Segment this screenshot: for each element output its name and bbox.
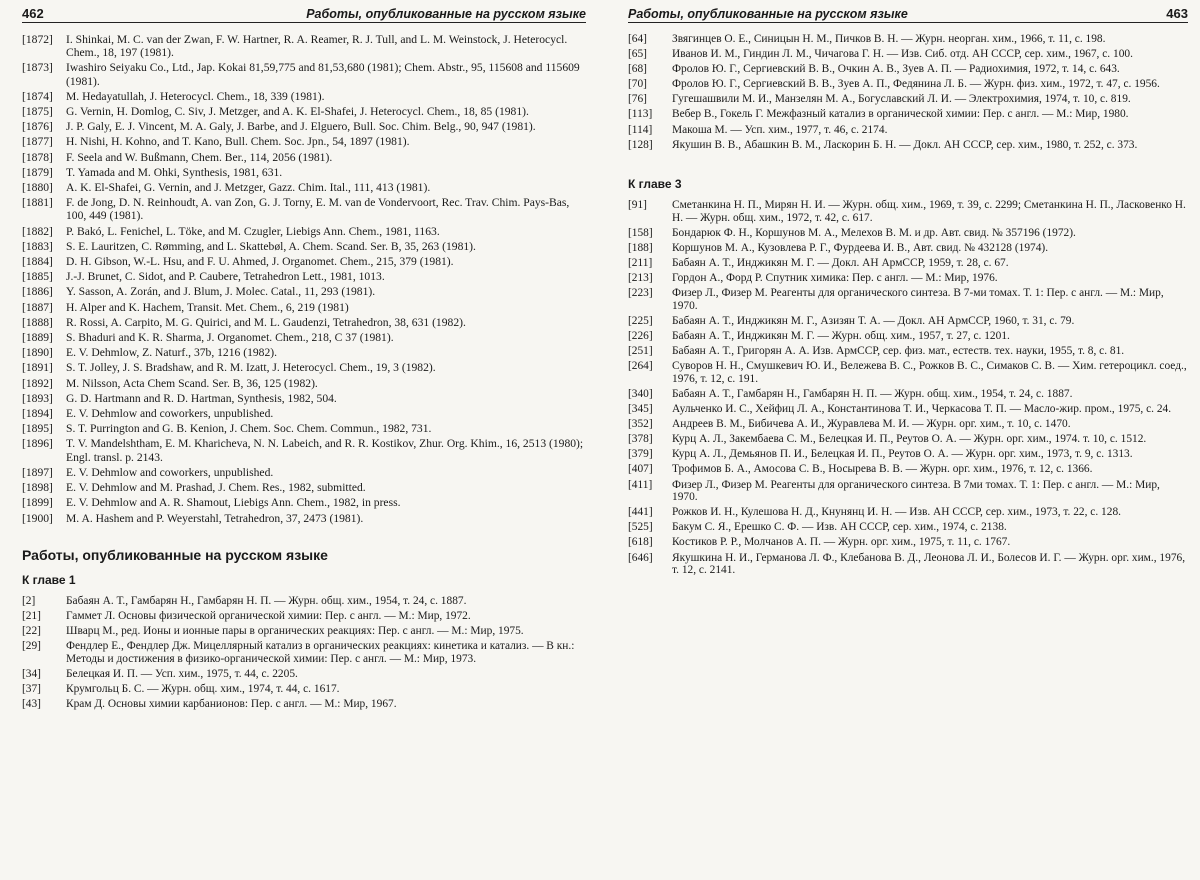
reference-text: Физер Л., Физер М. Реагенты для органического синтеза. В 7-ми томах. Т. 1: Пер. с англ. — М.: Мир, 1970. (672, 287, 1164, 312)
reference-list-russian (22, 595, 586, 711)
reference-text: G. Vernin, H. Domlog, C. Siv, J. Metzger, and A. K. El-Shafei, J. Heterocycl. Chem., 18, 85 (1981). (66, 105, 529, 119)
running-title: Работы, опубликованные на русском языке (306, 7, 586, 21)
reference-entry (22, 285, 586, 298)
reference-number: [22] (22, 624, 41, 637)
reference-entry (628, 63, 1188, 76)
reference-text: E. V. Dehmlow and M. Prashad, J. Chem. Res., 1982, submitted. (66, 481, 366, 495)
reference-entry (22, 166, 586, 179)
reference-text: Бабаян А. Т., Инджикян М. Г., Азизян Т. А. — Докл. АН АрмССР, 1960, т. 31, с. 79. (672, 315, 1075, 327)
reference-number: [1893] (22, 391, 53, 405)
reference-entry (628, 552, 1188, 577)
reference-text: Крам Д. Основы химии карбанионов: Пер. с англ. — М.: Мир, 1967. (66, 697, 397, 710)
reference-entry (22, 361, 586, 374)
reference-number: [618] (628, 536, 653, 549)
reference-number: [1884] (22, 255, 53, 269)
reference-list (22, 33, 586, 525)
reference-text: Бабаян А. Т., Инджикян М. Г. — Докл. АН АрмССР, 1959, т. 28, с. 67. (672, 257, 1009, 270)
reference-entry (628, 33, 1188, 46)
reference-text: Бакум С. Я., Ерешко С. Ф. — Изв. АН СССР, сер. хим., 1974, с. 2138. (672, 521, 1007, 534)
reference-text: I. Shinkai, M. C. van der Zwan, F. W. Hartner, R. A. Reamer, R. J. Tull, and L. M. Weinstock, J. Heterocycl. Chem., 18, 197 (1981). (66, 33, 568, 60)
reference-number: [225] (628, 315, 653, 327)
reference-number: [226] (628, 330, 653, 343)
reference-entry (22, 640, 586, 665)
reference-text: F. Seela and W. Bußmann, Chem. Ber., 114, 2056 (1981). (66, 150, 333, 164)
reference-entry (628, 78, 1188, 91)
reference-list-russian (628, 33, 1188, 151)
reference-number: [128] (628, 138, 653, 151)
reference-number: [340] (628, 387, 653, 400)
reference-entry (628, 479, 1188, 504)
reference-number: [70] (628, 78, 647, 91)
reference-number: [1882] (22, 224, 53, 238)
reference-text: T. Yamada and M. Ohki, Synthesis, 1981, 631. (66, 165, 283, 179)
reference-number: [76] (628, 93, 647, 106)
reference-number: [1875] (22, 105, 53, 119)
reference-entry (22, 407, 586, 420)
reference-number: [1872] (22, 33, 53, 46)
reference-entry (22, 196, 586, 222)
reference-text: Сметанкина Н. П., Мирян Н. И. — Журн. общ. хим., 1969, т. 39, с. 2299; Сметанкина Н. П., Ласковенко Н. Н. — Журн. общ. хим., 1972, т. 42, с. 617. (672, 199, 1186, 224)
reference-number: [1892] (22, 376, 53, 390)
reference-entry (22, 481, 586, 494)
reference-text: J. P. Galy, E. J. Vincent, M. A. Galy, J. Barbe, and J. Elguero, Bull. Soc. Chim. Belg., 90, 947 (1981). (66, 120, 536, 134)
reference-number: [213] (628, 272, 653, 285)
reference-entry (22, 466, 586, 479)
reference-number: [1899] (22, 496, 53, 510)
reference-text: Суворов Н. Н., Смушкевич Ю. И., Вележева В. С., Рожков В. С., Симаков С. В. — Хим. гетероцикл. соед., 1976, т. 12, с. 191. (672, 360, 1187, 385)
reference-text: T. V. Mandelshtham, E. M. Kharicheva, N. N. Labeich, and R. R. Kostikov, Zhur. Org. Khim., 16, 2513 (1980); Engl. transl. p. 2143. (66, 437, 584, 464)
reference-entry (22, 181, 586, 194)
reference-entry (22, 392, 586, 405)
reference-text: H. Nishi, H. Kohno, and T. Kano, Bull. Chem. Soc. Jpn., 54, 1897 (1981). (66, 135, 410, 149)
reference-entry (628, 108, 1188, 121)
reference-number: [264] (628, 360, 653, 373)
reference-list-russian (628, 199, 1188, 576)
reference-number: [1873] (22, 61, 53, 75)
reference-entry (628, 287, 1188, 312)
reference-number: [1898] (22, 481, 53, 495)
reference-text: Шварц М., ред. Ионы и ионные пары в органических реакциях: Пер. с англ. — М.: Мир, 1975. (66, 624, 524, 637)
chapter-title: К главе 1 (22, 572, 76, 587)
right-page (600, 0, 1200, 880)
reference-text: Бабаян А. Т., Гамбарян Н., Гамбарян Н. П. — Журн. общ. хим., 1954, т. 24, с. 1887. (66, 594, 467, 607)
running-head (22, 6, 586, 23)
reference-number: [1879] (22, 165, 53, 179)
reference-entry (22, 683, 586, 696)
reference-entry (628, 345, 1188, 358)
reference-entry (628, 48, 1188, 61)
reference-text: Бабаян А. Т., Григорян А. А. Изв. АрмССР, сер. физ. мат., естеств. тех. науки, 1955, т. 8, с. 81. (672, 345, 1125, 358)
reference-entry (22, 377, 586, 390)
reference-text: Курц А. Л., Демьянов П. И., Белецкая И. П., Реутов О. А. — Журн. орг. хим., 1973, т. 9, с. 1313. (672, 448, 1133, 461)
reference-entry (22, 316, 586, 329)
reference-number: [1894] (22, 407, 53, 421)
reference-text: J.-J. Brunet, C. Sidot, and P. Caubere, Tetrahedron Lett., 1981, 1013. (66, 270, 385, 284)
reference-text: E. V. Dehmlow and coworkers, unpublished. (66, 407, 274, 421)
reference-text: Аульченко И. С., Хейфиц Л. А., Константинова Т. И., Черкасова Т. П. — Масло-жир. пром., 1975, с. 24. (672, 403, 1172, 416)
reference-number: [251] (628, 345, 653, 358)
reference-number: [1881] (22, 196, 53, 210)
reference-number: [1877] (22, 135, 53, 149)
reference-entry (628, 388, 1188, 401)
reference-entry (22, 225, 586, 238)
reference-entry (628, 257, 1188, 270)
reference-text: H. Alper and K. Hachem, Transit. Met. Chem., 6, 219 (1981) (66, 300, 349, 314)
reference-entry (22, 61, 586, 87)
reference-text: Рожков И. Н., Кулешова Н. Д., Кнунянц И. Н. — Изв. АН СССР, сер. хим., 1973, т. 22, с. 128. (672, 506, 1121, 519)
reference-number: [525] (628, 521, 653, 534)
reference-number: [1895] (22, 422, 53, 436)
reference-number: [352] (628, 418, 653, 431)
reference-entry (22, 346, 586, 359)
reference-entry (22, 331, 586, 344)
reference-number: [441] (628, 506, 653, 519)
reference-entry (22, 255, 586, 268)
reference-number: [1897] (22, 465, 53, 479)
reference-text: Макоша М. — Усп. хим., 1977, т. 46, с. 2174. (672, 123, 888, 136)
reference-number: [34] (22, 667, 41, 680)
reference-text: Крумгольц Б. С. — Журн. общ. хим., 1974, т. 44, с. 1617. (66, 682, 340, 695)
reference-number: [1876] (22, 120, 53, 134)
reference-number: [68] (628, 63, 647, 76)
reference-text: Фролов Ю. Г., Сергиевский В. В., Очкин А. В., Зуев А. П. — Радиохимия, 1972, т. 14, с. 643. (672, 63, 1120, 76)
reference-text: D. H. Gibson, W.-L. Hsu, and F. U. Ahmed, J. Organomet. Chem., 215, 379 (1981). (66, 255, 454, 269)
reference-text: Звягинцев О. Е., Синицын Н. М., Пичков В. Н. — Журн. неорган. хим., 1966, т. 11, с. 198. (672, 33, 1106, 45)
reference-entry (628, 330, 1188, 343)
reference-entry (628, 506, 1188, 519)
chapter-title: К главе 3 (628, 177, 682, 192)
reference-text: S. T. Purrington and G. B. Kenion, J. Chem. Soc. Chem. Commun., 1982, 731. (66, 422, 432, 436)
reference-text: M. Nilsson, Acta Chem Scand. Ser. B, 36, 125 (1982). (66, 376, 318, 390)
reference-number: [1878] (22, 150, 53, 164)
reference-text: Бондарюк Ф. Н., Коршунов М. А., Мелехов В. М. и др. Авт. свид. № 357196 (1972). (672, 226, 1076, 239)
reference-entry (628, 536, 1188, 549)
reference-text: Гугешашвили М. И., Манзелян М. А., Богуславский Л. И. — Электрохимия, 1974, т. 10, с. 819. (672, 93, 1131, 106)
reference-number: [1900] (22, 511, 53, 525)
reference-entry (628, 448, 1188, 461)
running-title: Работы, опубликованные на русском языке (628, 7, 908, 21)
reference-entry (22, 610, 586, 623)
reference-text: Iwashiro Seiyaku Co., Ltd., Jap. Kokai 81,59,775 and 81,53,680 (1981); Chem. Abstr., 95, 115608 and 115609 (1981). (66, 61, 580, 88)
reference-number: [407] (628, 463, 653, 476)
reference-number: [114] (628, 123, 653, 136)
reference-number: [1896] (22, 437, 53, 451)
reference-number: [1880] (22, 181, 53, 195)
reference-entry (22, 135, 586, 148)
section-title: Работы, опубликованные на русском языке (22, 546, 328, 563)
reference-entry (22, 512, 586, 525)
reference-text: Трофимов Б. А., Амосова С. В., Носырева В. В. — Журн. орг. хим., 1976, т. 12, с. 1366. (672, 463, 1093, 476)
reference-text: Якушкина Н. И., Германова Л. Ф., Клебанова В. Д., Леонова Л. И., Болесов И. Г. — Журн. орг. хим., 1976, т. 12, с. 2141. (672, 551, 1186, 577)
reference-text: S. Bhaduri and K. R. Sharma, J. Organomet. Chem., 218, C 37 (1981). (66, 331, 394, 345)
reference-text: Якушин В. В., Абашкин В. М., Ласкорин Б. Н. — Докл. АН СССР, сер. хим., 1980, т. 252, с. 373. (672, 138, 1138, 151)
reference-number: [1889] (22, 331, 53, 345)
reference-entry (22, 437, 586, 463)
reference-number: [158] (628, 226, 653, 239)
reference-text: Курц А. Л., Закембаева С. М., Белецкая И. П., Реутов О. А. — Журн. орг. хим., 1974. т. 10, с. 1512. (672, 433, 1147, 446)
reference-text: Бабаян А. Т., Гамбарян Н., Гамбарян Н. П. — Журн. общ. хим., 1954, т. 24, с. 1887. (672, 387, 1073, 400)
reference-number: [1883] (22, 239, 53, 253)
reference-number: [43] (22, 697, 41, 710)
reference-number: [65] (628, 48, 647, 61)
reference-number: [91] (628, 199, 647, 212)
reference-text: Физер Л., Физер М. Реагенты для органического синтеза. В 7ми томах. Т. 1: Пер. с англ. — М.: Мир, 1970. (672, 478, 1160, 504)
reference-number: [29] (22, 639, 41, 652)
reference-text: Коршунов М. А., Кузовлева Р. Г., Фурдеева И. В., Авт. свид. № 432128 (1974). (672, 242, 1049, 255)
reference-text: Костиков Р. Р., Молчанов А. П. — Журн. орг. хим., 1975, т. 11, с. 1767. (672, 536, 1011, 549)
reference-entry (628, 199, 1188, 224)
reference-entry (628, 272, 1188, 285)
reference-number: [378] (628, 433, 653, 446)
reference-text: M. Hedayatullah, J. Heterocycl. Chem., 18, 339 (1981). (66, 89, 325, 103)
reference-number: [1891] (22, 361, 53, 375)
reference-number: [211] (628, 257, 653, 270)
reference-entry (628, 360, 1188, 385)
reference-entry (628, 124, 1188, 137)
reference-entry (628, 463, 1188, 476)
reference-number: [1888] (22, 315, 53, 329)
reference-text: E. V. Dehmlow, Z. Naturf., 37b, 1216 (1982). (66, 346, 278, 360)
reference-entry (628, 433, 1188, 446)
reference-text: G. D. Hartmann and R. D. Hartman, Synthesis, 1982, 504. (66, 391, 337, 405)
reference-entry (22, 270, 586, 283)
reference-entry (22, 625, 586, 638)
reference-number: [1887] (22, 300, 53, 314)
reference-number: [223] (628, 287, 653, 300)
reference-entry (22, 668, 586, 681)
reference-entry (22, 301, 586, 314)
reference-entry (628, 521, 1188, 534)
reference-number: [113] (628, 108, 653, 121)
reference-text: R. Rossi, A. Carpito, M. G. Quirici, and M. L. Gaudenzi, Tetrahedron, 38, 631 (1982). (66, 315, 466, 329)
reference-number: [379] (628, 448, 653, 461)
reference-text: E. V. Dehmlow and A. R. Shamout, Liebigs Ann. Chem., 1982, in press. (66, 496, 401, 510)
reference-number: [345] (628, 403, 653, 416)
reference-entry (22, 33, 586, 59)
reference-text: Иванов И. М., Гиндин Л. М., Чичагова Г. Н. — Изв. Сиб. отд. АН СССР, сер. хим., 1967, с. 100. (672, 48, 1133, 61)
reference-number: [188] (628, 242, 653, 255)
reference-text: Фролов Ю. Г., Сергиевский В. В., Зуев А. П., Федянина Л. Б. — Журн. физ. хим., 1972, т. 47, с. 1956. (672, 78, 1160, 91)
reference-entry (22, 422, 586, 435)
running-head (628, 6, 1188, 23)
reference-text: A. K. El-Shafei, G. Vernin, and J. Metzger, Gazz. Chim. Ital., 111, 413 (1981). (66, 181, 431, 195)
reference-number: [646] (628, 551, 653, 564)
reference-text: P. Bakó, L. Fenichel, L. Töke, and M. Czugler, Liebigs Ann. Chem., 1981, 1163. (66, 224, 440, 238)
reference-entry (22, 496, 586, 509)
reference-entry (628, 93, 1188, 106)
reference-entry (628, 418, 1188, 431)
page-number: 463 (1166, 6, 1188, 21)
reference-text: S. T. Jolley, J. S. Bradshaw, and R. M. Izatt, J. Heterocycl. Chem., 19, 3 (1982). (66, 361, 436, 375)
reference-entry (22, 90, 586, 103)
reference-text: Вебер В., Гокель Г. Межфазный катализ в органической химии: Пер. с англ. — М.: Мир, 1980. (672, 108, 1129, 121)
page-number: 462 (22, 6, 44, 21)
reference-number: [1885] (22, 270, 53, 284)
reference-text: F. de Jong, D. N. Reinhoudt, A. van Zon, G. J. Torny, E. M. van de Vondervoort, Rec. Trav. Chim. Pays-Bas, 100, 449 (1981). (66, 196, 570, 223)
reference-text: S. E. Lauritzen, C. Rømming, and L. Skattebøl, A. Chem. Scand. Ser. B, 35, 263 (1981). (66, 239, 476, 253)
reference-text: Бабаян А. Т., Инджикян М. Г. — Журн. общ. хим., 1957, т. 27, с. 1201. (672, 330, 1010, 343)
reference-number: [2] (22, 594, 36, 607)
reference-text: Белецкая И. П. — Усп. хим., 1975, т. 44, с. 2205. (66, 667, 298, 680)
reference-number: [37] (22, 682, 41, 695)
reference-entry (22, 151, 586, 164)
reference-entry (628, 139, 1188, 152)
reference-number: [1886] (22, 285, 53, 299)
reference-entry (22, 105, 586, 118)
reference-entry (22, 698, 586, 711)
reference-entry (22, 240, 586, 253)
reference-entry (22, 595, 586, 608)
reference-number: [64] (628, 33, 647, 45)
reference-entry (628, 403, 1188, 416)
reference-entry (628, 242, 1188, 255)
reference-entry (22, 120, 586, 133)
reference-number: [21] (22, 609, 41, 622)
reference-text: E. V. Dehmlow and coworkers, unpublished. (66, 465, 274, 479)
reference-entry (628, 315, 1188, 328)
reference-number: [411] (628, 478, 653, 491)
reference-number: [1890] (22, 346, 53, 360)
reference-text: Y. Sasson, A. Zorán, and J. Blum, J. Molec. Catal., 11, 293 (1981). (66, 285, 376, 299)
reference-text: Андреев В. М., Бибичева А. И., Журавлева М. И. — Журн. орг. хим., т. 10, с. 1470. (672, 418, 1071, 431)
reference-text: M. A. Hashem and P. Weyerstahl, Tetrahedron, 37, 2473 (1981). (66, 511, 364, 525)
reference-entry (628, 227, 1188, 240)
reference-text: Фендлер Е., Фендлер Дж. Мицеллярный катализ в органических реакциях: кинетика и катализ. — В кн.: Методы и достижения в физико-органической химии: Пер. с англ. — М.: Мир, 1973. (66, 639, 575, 665)
reference-number: [1874] (22, 89, 53, 103)
reference-text: Гордон А., Форд Р. Спутник химика: Пер. с англ. — М.: Мир, 1976. (672, 272, 998, 285)
reference-text: Гаммет Л. Основы физической органической химии: Пер. с англ. — М.: Мир, 1972. (66, 609, 471, 622)
